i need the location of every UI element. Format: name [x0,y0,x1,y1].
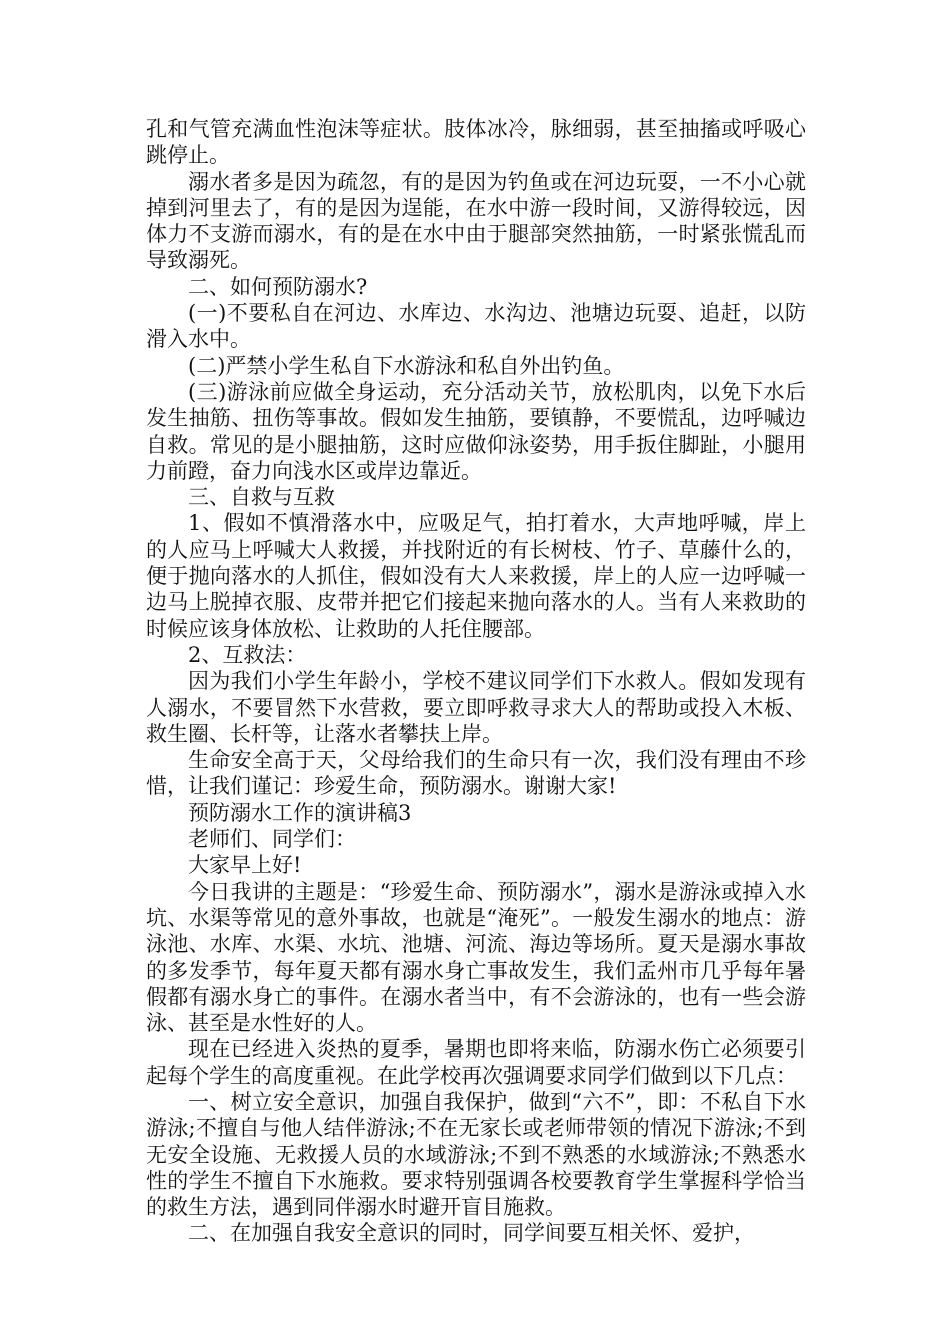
paragraph: (一)不要私自在河边、水库边、水沟边、池塘边玩耍、追赶，以防滑入水中。 [146,301,806,352]
paragraph: 现在已经进入炎热的夏季，暑期也即将来临，防溺水伤亡必须要引起每个学生的高度重视。在此学校再次强调要求同学们做到以下几点： [146,1037,806,1088]
paragraph: (二)严禁小学生私自下水游泳和私自外出钓鱼。 [188,353,625,378]
document-body [146,116,806,1247]
section-heading: 二、如何预防溺水? [188,274,368,299]
paragraph: 孔和气管充满血性泡沫等症状。肢体冰冷，脉细弱，甚至抽搐或呼吸心跳停止。 [146,117,806,168]
section-heading: 三、自救与互救 [188,485,335,510]
speech-title: 预防溺水工作的演讲稿3 [188,800,412,825]
subsection-heading: 2、互救法： [188,642,307,667]
paragraph: 因为我们小学生年龄小，学校不建议同学们下水救人。假如发现有人溺水，不要冒然下水营救，要立即呼救寻求大人的帮助或投入木板、救生圈、长杆等，让落水者攀扶上岸。 [146,669,806,746]
greeting: 大家早上好! [188,853,302,878]
paragraph: (三)游泳前应做全身运动，充分活动关节，放松肌肉，以免下水后发生抽筋、扭伤等事故。假如发生抽筋，要镇静，不要慌乱，边呼喊边自救。常见的是小腿抽筋，这时应做仰泳姿势，用手扳住脚趾，小腿用力前蹬，奋力向浅水区或岸边靠近。 [146,379,806,483]
paragraph: 一、树立安全意识，加强自我保护，做到“六不”，即：不私自下水游泳;不擅自与他人结伴游泳;不在无家长或老师带领的情况下游泳;不到无安全设施、无救援人员的水域游泳;不到不熟悉的水域游泳;不熟悉水性的学生不擅自下水施救。要求特别强调各校要教育学生掌握科学恰当的救生方法，遇到同伴溺水时避开盲目施救。 [146,1089,806,1220]
paragraph: 1、假如不慎滑落水中，应吸足气，拍打着水，大声地呼喊，岸上的人应马上呼喊大人救援，并找附近的有长树枝、竹子、草藤什么的，便于抛向落水的人抓住，假如没有大人来救援，岸上的人应一边呼喊一边马上脱掉衣服、皮带并把它们接起来抛向落水的人。当有人来救助的时候应该身体放松、让救助的人托住腰部。 [146,511,806,641]
paragraph: 二、在加强自我安全意识的同时，同学间要互相关怀、爱护， [188,1221,755,1246]
paragraph: 生命安全高于天，父母给我们的生命只有一次，我们没有理由不珍惜，让我们谨记：珍爱生命，预防溺水。谢谢大家! [146,748,806,799]
paragraph: 今日我讲的主题是：“珍爱生命、预防溺水”，溺水是游泳或掉入水坑、水渠等常见的意外事故，也就是“淹死”。一般发生溺水的地点：游泳池、水库、水渠、水坑、池塘、河流、海边等场所。夏天是溺水事故的多发季节，每年夏天都有溺水身亡事故发生，我们孟州市几乎每年暑假都有溺水身亡的事件。在溺水者当中，有不会游泳的，也有一些会游泳、甚至是水性好的人。 [146,879,806,1036]
salutation: 老师们、同学们： [188,827,356,852]
paragraph: 溺水者多是因为疏忽，有的是因为钓鱼或在河边玩耍，一不小心就掉到河里去了，有的是因为逞能，在水中游一段时间，又游得较远，因体力不支游而溺水，有的是在水中由于腿部突然抽筋，一时紧张慌乱而导致溺死。 [146,169,806,273]
